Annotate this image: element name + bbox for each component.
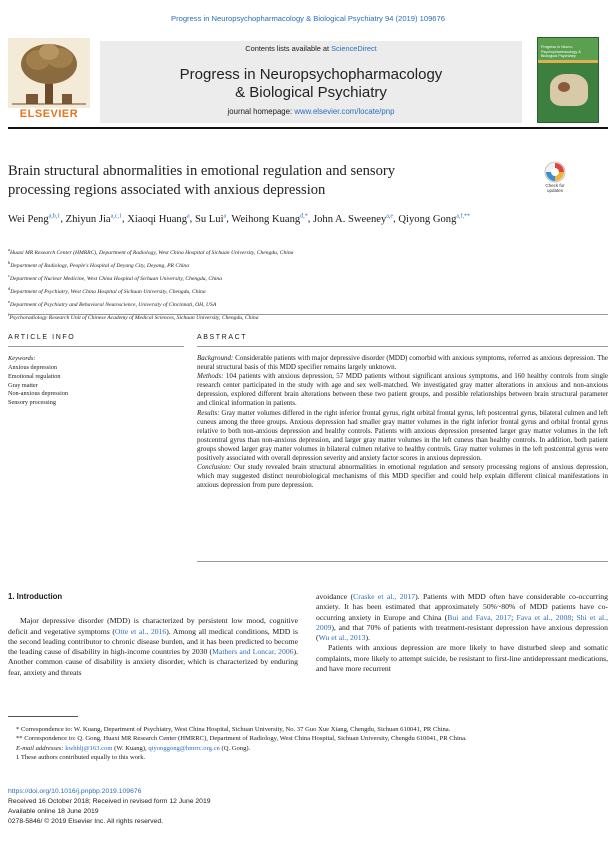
author-name[interactable]: John A. Sweeney$^{a,e}$ — [312, 213, 394, 225]
keyword-item: Emotional regulation — [8, 372, 61, 380]
available-date: Available online 18 June 2019 — [8, 808, 99, 815]
body-paragraph: Major depressive disorder (MDD) is characterized by persistent low mood, cognitive deficit and vegetative symptoms (Otte et al., 2016). Among all medical conditions, MDD is the second leading contributor to chronic disease burden, and it has been predicted to become the leading cause of disability in high-income countries by 2030 (Mathers and Loncar, 2006). Another common cause of disability is anxiety disorder, which is characterized by enduring fear, anxiety and threats — [8, 616, 299, 677]
abstract-rule — [197, 346, 608, 347]
footnote-rule — [8, 716, 78, 717]
body-paragraph: avoidance (Craske et al., 2017). Patients with MDD often have considerable co-occurring anxiety. It has been estimated that approximately 50%~80% of MDD patients have co-occurring anxiety in Europe and China (Bui and Fava, 2017; Fava et al., 2008; Shi et al., 2009), and that 70% of patients with treatment-resistant depression have anxious depression (Wu et al., 2013). — [316, 592, 608, 643]
author-affiliation-marker[interactable]: a,c,1 — [110, 213, 122, 219]
footnotes — [8, 725, 608, 762]
section-heading-introduction: 1. Introduction — [8, 592, 63, 601]
keyword-item: Sensory processing — [8, 399, 56, 407]
keywords-label: Keywords: — [8, 355, 36, 362]
abstract-heading: ABSTRACT — [197, 334, 248, 341]
author-name[interactable]: Qiyong Gong$^{a,f,**}$ — [398, 213, 471, 225]
author-name[interactable]: Su Lui$^a$ — [194, 213, 227, 225]
correspondence-note-1: * Correspondence to: W. Kuang, Department of Psychiatry, West China Hospital, Sichuan University, No. 37 Guo Xue Xiang, Chengdu, Sichuan 610041, PR China. — [16, 726, 451, 733]
keyword-item: Gray matter — [8, 381, 38, 389]
author-name[interactable]: Xiaoqi Huang$^a$ — [127, 213, 190, 225]
body-paragraph: Patients with anxious depression are more likely to have disturbed sleep and somatic complaints, more likely to attempt suicide, be resistant to first-line antidepressant medications, and have more recurrent — [316, 643, 608, 674]
keyword-item: Anxious depression — [8, 364, 57, 371]
abstract-section: Background: Considerable patients with major depressive disorder (MDD) comorbid with anxious symptoms, referred as anxious depression. The neural structural basis of this MDD specifier remains largely unknown. — [197, 354, 608, 372]
author-affiliation-marker[interactable]: a,f,** — [456, 213, 471, 219]
journal-reference[interactable]: Progress in Neuropsychopharmacology & Biological Psychiatry 94 (2019) 109676 — [171, 14, 445, 23]
affiliation-item: $^e$Department of Psychiatry and Behavioral Neuroscience, University of Cincinnati, OH, USA — [8, 299, 217, 309]
email-link-gong[interactable]: qiyonggong@hmrrc.org.cn — [148, 744, 220, 752]
author-name[interactable]: Wei Peng$^{a,b,1}$ — [8, 213, 61, 225]
header-rule — [8, 127, 608, 129]
affiliation-item: $^c$Department of Nuclear Medicine, West China Hospital of Sichuan University, Chengdu, China — [8, 273, 223, 282]
citation-link[interactable]: Bui and Fava, 2017 — [447, 612, 512, 622]
citation-link[interactable]: Fava et al., 2008 — [516, 612, 572, 622]
section-rule — [8, 314, 608, 315]
homepage-link[interactable]: www.elsevier.com/locate/pnp — [294, 107, 395, 116]
publication-info — [8, 787, 408, 827]
check-for-updates-label: Check for updates — [545, 183, 565, 193]
affiliation-item: Psychoradiology Research Unit of Chinese Academy of Medical Sciences, Sichuan University, Chengdu, China — [9, 315, 259, 322]
affiliation-item: $^d$Department of Psychiatry, West China Hospital of Sichuan University, Chengdu, China — [8, 286, 206, 296]
author-affiliation-marker[interactable]: a — [187, 213, 190, 219]
doi-link[interactable]: https://doi.org/10.1016/j.pnpbp.2019.109676 — [8, 788, 142, 795]
article-title: Brain structural abnormalities in emotional regulation and sensory processing regions associated with anxious depression — [8, 163, 396, 198]
affiliation-list — [8, 245, 608, 323]
author-affiliation-marker[interactable]: a — [223, 213, 227, 219]
abstract-section: Results: Gray matter volumes differed in the right inferior frontal gyrus, right orbital frontal gyrus, left postcentral gyrus, bilateral culmen and left cuneus among the three groups. Anxious depression had smaller gray matter volumes in the right inferior frontal gyrus and orbital frontal gyrus relative to both non-anxious depression and healthy controls. Patients with anxious depression presented larger gray matter volumes in the left postcentral gyrus than non-anxious depression, and larger gray matter volumes in the left cuneus than healthy controls. In addition, both patient groups showed larger gray matter volumes in bilateral culmen relative to healthy controls. Gray matter volumes in the left postcentral gyrus were positively associated with overall depression severity and anxiety factor scores in anxious depression. — [197, 408, 608, 463]
author-list: Wei Peng$^{a,b,1}$, Zhiyun Jia$^{a,c,1}$, Xiaoqi Huang$^a$, Su Lui$^a$, Weihong Kuang$^{d,*}$, John A. Sweeney$^{a,e}$, Qiyong Gong$^{a,f,**}$ — [8, 213, 471, 225]
keyword-item: Non-anxious depression — [8, 390, 68, 398]
check-for-updates-icon[interactable] — [540, 161, 570, 199]
equal-contribution-note: 1 These authors contributed equally to this work. — [16, 753, 146, 761]
affiliation-item: $^b$Department of Radiology, People's Hospital of Deyang City, Deyang, PR China — [8, 260, 190, 269]
email-link-kuang[interactable]: kwhhlj@163.com — [65, 744, 113, 752]
received-dates: Received 16 October 2018; Received in revised form 12 June 2019 — [8, 798, 211, 805]
journal-title: Progress in Neuropsychopharmacology & Biological Psychiatry — [179, 66, 443, 101]
keywords-list — [8, 364, 68, 408]
body-column-right — [316, 592, 608, 674]
citation-link[interactable]: Wu et al., 2013 — [318, 633, 366, 643]
abstract-bottom-rule — [197, 561, 608, 562]
author-affiliation-marker[interactable]: a,e — [386, 213, 394, 219]
email-addresses: E-mail addresses: kwhhlj@163.com (W. Kuang), qiyonggong@hmrrc.org.cn (Q. Gong). — [16, 744, 251, 752]
sciencedirect-link[interactable]: ScienceDirect — [331, 44, 377, 53]
author-name[interactable]: Zhiyun Jia$^{a,c,1}$ — [65, 213, 122, 225]
abstract-body — [197, 354, 608, 490]
journal-homepage: journal homepage: www.elsevier.com/locate/pnp — [227, 107, 395, 116]
cover-title: Progress in Neuro-Psychopharmacology & Biological Psychiatry — [541, 45, 581, 59]
body-column-left — [8, 592, 298, 678]
citation-link[interactable]: Otte et al., 2016 — [114, 626, 167, 636]
contents-line: Contents lists available at ScienceDirect — [245, 44, 377, 53]
abstract-section: Methods: 104 patients with anxious depression, 57 MDD patients without significant anxious symptoms, and 160 healthy controls from single research center participated in the study with age and sex well-matched. We investigated gray matter alterations in anxious and non-anxious depression, explored different brain alterations between these two patient groups, and possible relationships between brain structural parameter and clinical information in patients. — [197, 372, 608, 408]
correspondence-note-2: ** Correspondence to: Q. Gong, Huaxi MR Research Center (HMRRC), Department of Radiology, West China Hospital, Sichuan University, Chengdu 610041, PR China. — [16, 735, 467, 743]
author-affiliation-marker[interactable]: a,b,1 — [48, 213, 61, 219]
abstract-section: Conclusion: Our study revealed brain structural abnormalities in emotional regulation and sensory processing regions of anxious depression, which may suggested distinct neurobiological mechanisms of this MDD specifier and could help explain different clinical manifestations in anxious depression from pure depression. — [197, 463, 608, 490]
article-info-rule — [8, 346, 184, 347]
citation-link[interactable]: Shi et al., 2009 — [316, 612, 608, 632]
author-affiliation-marker[interactable]: d,* — [300, 213, 308, 219]
citation-link[interactable]: Mathers and Loncar, 2006 — [212, 647, 294, 657]
citation-link[interactable]: Craske et al., 2017 — [353, 592, 416, 601]
publisher-name: ELSEVIER — [19, 108, 79, 120]
copyright: 0278-5846/ © 2019 Elsevier Inc. All rights reserved. — [8, 818, 164, 825]
author-name[interactable]: Weihong Kuang$^{d,*}$ — [231, 213, 308, 225]
affiliation-item: $^a$Huaxi MR Research Center (HMRRC), Department of Radiology, West China Hospital of Sichuan University, Chengdu, China — [8, 247, 294, 256]
journal-cover-image — [537, 37, 599, 123]
article-info-heading: ARTICLE INFO — [8, 334, 76, 341]
